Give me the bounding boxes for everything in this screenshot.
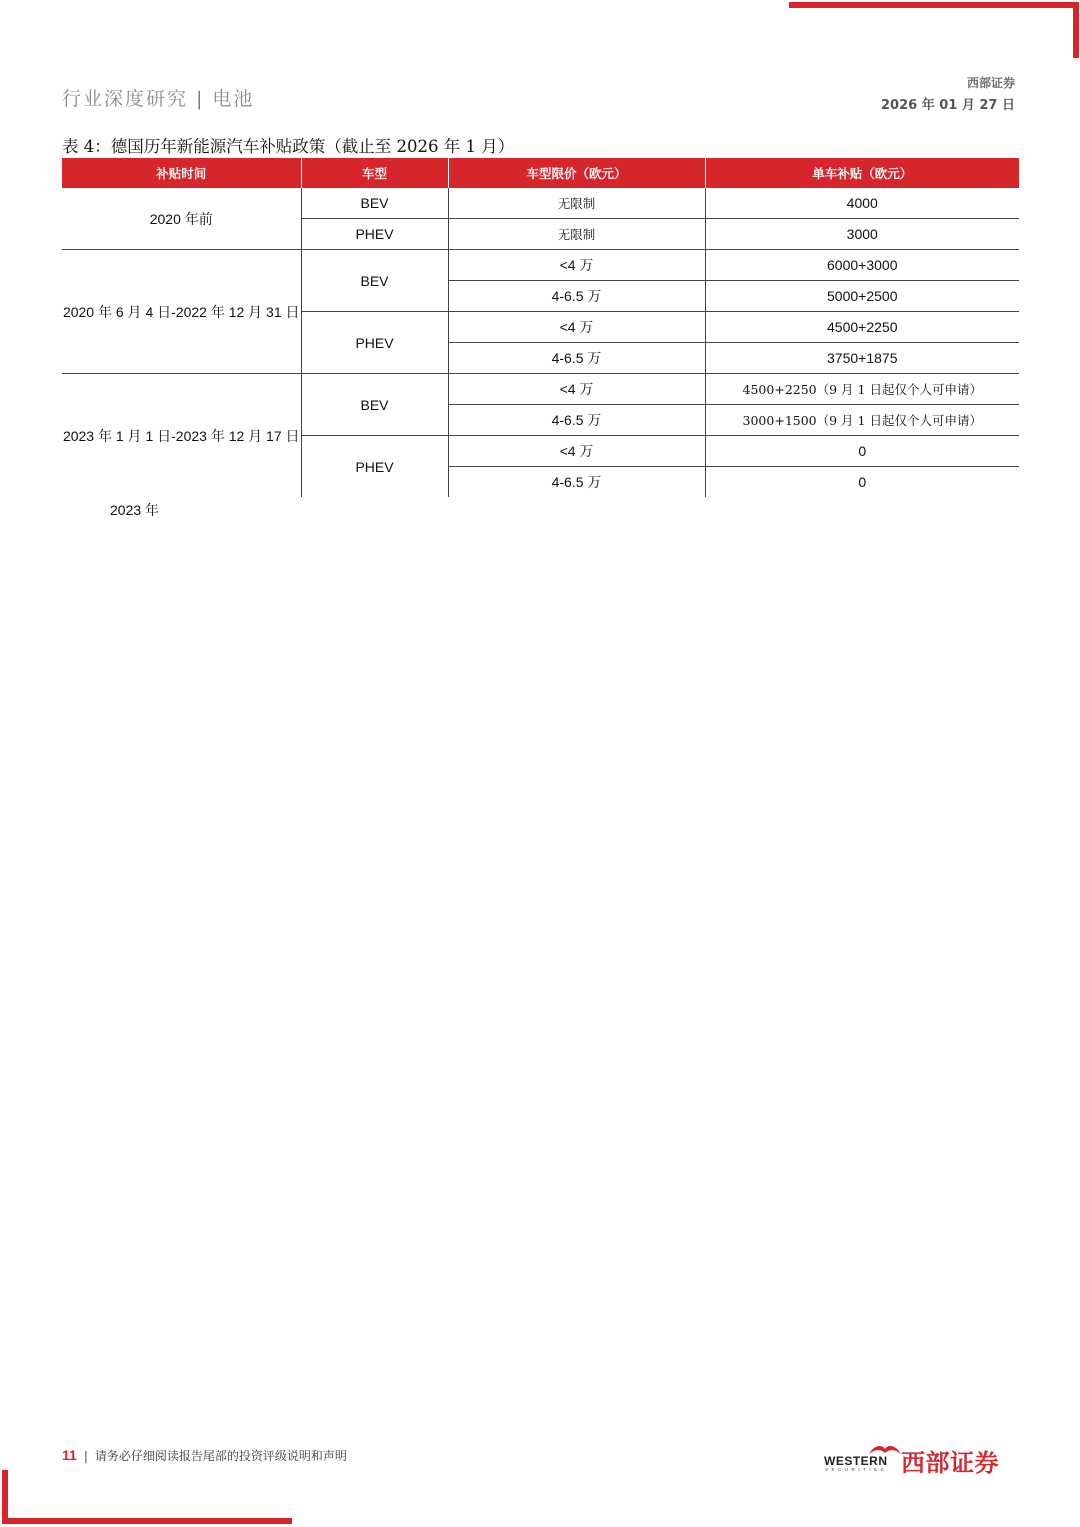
- table-header-row: [62, 158, 1019, 188]
- table-row: [62, 250, 1019, 281]
- corner-accent-top-horizontal: [789, 2, 1079, 8]
- subsidy-cell: 4000: [705, 188, 1019, 219]
- subsidy-cell: 0: [705, 436, 1019, 467]
- price-limit-cell: 无限制: [448, 219, 705, 250]
- vehicle-type-cell: PHEV: [301, 312, 448, 374]
- header-date: 2026 年 01 月 27 日: [881, 98, 1015, 113]
- header-price-limit: 车型限价（欧元）: [448, 158, 705, 188]
- page-number: 11: [62, 1447, 77, 1463]
- header-vehicle-type: 车型: [301, 158, 448, 188]
- corner-accent-bottom-horizontal: [2, 1518, 292, 1524]
- logo-english-sub: SECURITIES: [825, 1467, 888, 1472]
- corner-accent-top-vertical: [1073, 2, 1079, 58]
- subsidy-cell: 6000+3000: [705, 250, 1019, 281]
- subsidy-cell: 0: [705, 467, 1019, 498]
- subsidy-cell: 4500+2250: [705, 312, 1019, 343]
- table-row: [62, 188, 1019, 219]
- vehicle-type-cell: BEV: [301, 250, 448, 312]
- price-limit-cell: <4 万: [448, 250, 705, 281]
- subsidy-cell: 3750+1875: [705, 343, 1019, 374]
- vehicle-type-cell: PHEV: [301, 436, 448, 498]
- period-cell: 2020 年 6 月 4 日-2022 年 12 月 31 日: [62, 250, 301, 374]
- header-period: 补贴时间: [62, 158, 301, 188]
- price-limit-cell: <4 万: [448, 436, 705, 467]
- price-limit-cell: 无限制: [448, 188, 705, 219]
- subsidy-cell: 4500+2250（9 月 1 日起仅个人可申请）: [705, 374, 1019, 405]
- logo-chinese: 西部证券: [901, 1449, 999, 1477]
- subsidy-cell: 3000: [705, 219, 1019, 250]
- header-company: 西部证券: [966, 76, 1015, 90]
- subsidy-cell: 5000+2500: [705, 281, 1019, 312]
- header-separator: |: [196, 88, 205, 110]
- report-section: 行业深度研究: [62, 88, 189, 110]
- price-limit-cell: 4-6.5 万: [448, 343, 705, 374]
- period-cell: 2023 年 1 月 1 日-2023 年 12 月 17 日: [62, 427, 300, 444]
- price-limit-cell: 4-6.5 万: [448, 281, 705, 312]
- logo-english: WESTERN: [824, 1454, 888, 1468]
- price-limit-cell: 4-6.5 万: [448, 467, 705, 498]
- price-limit-cell: <4 万: [448, 312, 705, 343]
- vehicle-type-cell: BEV: [301, 374, 448, 436]
- report-topic: 电池: [212, 88, 255, 110]
- subsidy-cell: 3000+1500（9 月 1 日起仅个人可申请）: [705, 405, 1019, 436]
- company-logo: [824, 1440, 1020, 1480]
- trailing-text: 2023 年: [110, 502, 160, 518]
- corner-accent-bottom-vertical: [2, 1470, 8, 1524]
- header-meta: [881, 74, 1015, 113]
- page-footer: [62, 1447, 347, 1464]
- report-header: [62, 84, 254, 111]
- price-limit-cell: <4 万: [448, 374, 705, 405]
- price-limit-cell: 4-6.5 万: [448, 405, 705, 436]
- header-subsidy: 单车补贴（欧元）: [705, 158, 1019, 188]
- period-cell: 2020 年前: [62, 188, 301, 250]
- table-row: [62, 374, 1019, 405]
- vehicle-type-cell: PHEV: [301, 219, 448, 250]
- footer-disclaimer: 请务必仔细阅读报告尾部的投资评级说明和声明: [94, 1449, 347, 1463]
- footer-separator: |: [83, 1449, 88, 1463]
- table-title: 表 4：德国历年新能源汽车补贴政策（截止至 2026 年 1 月）: [62, 137, 515, 156]
- vehicle-type-cell: BEV: [301, 188, 448, 219]
- subsidy-table: [62, 158, 1019, 497]
